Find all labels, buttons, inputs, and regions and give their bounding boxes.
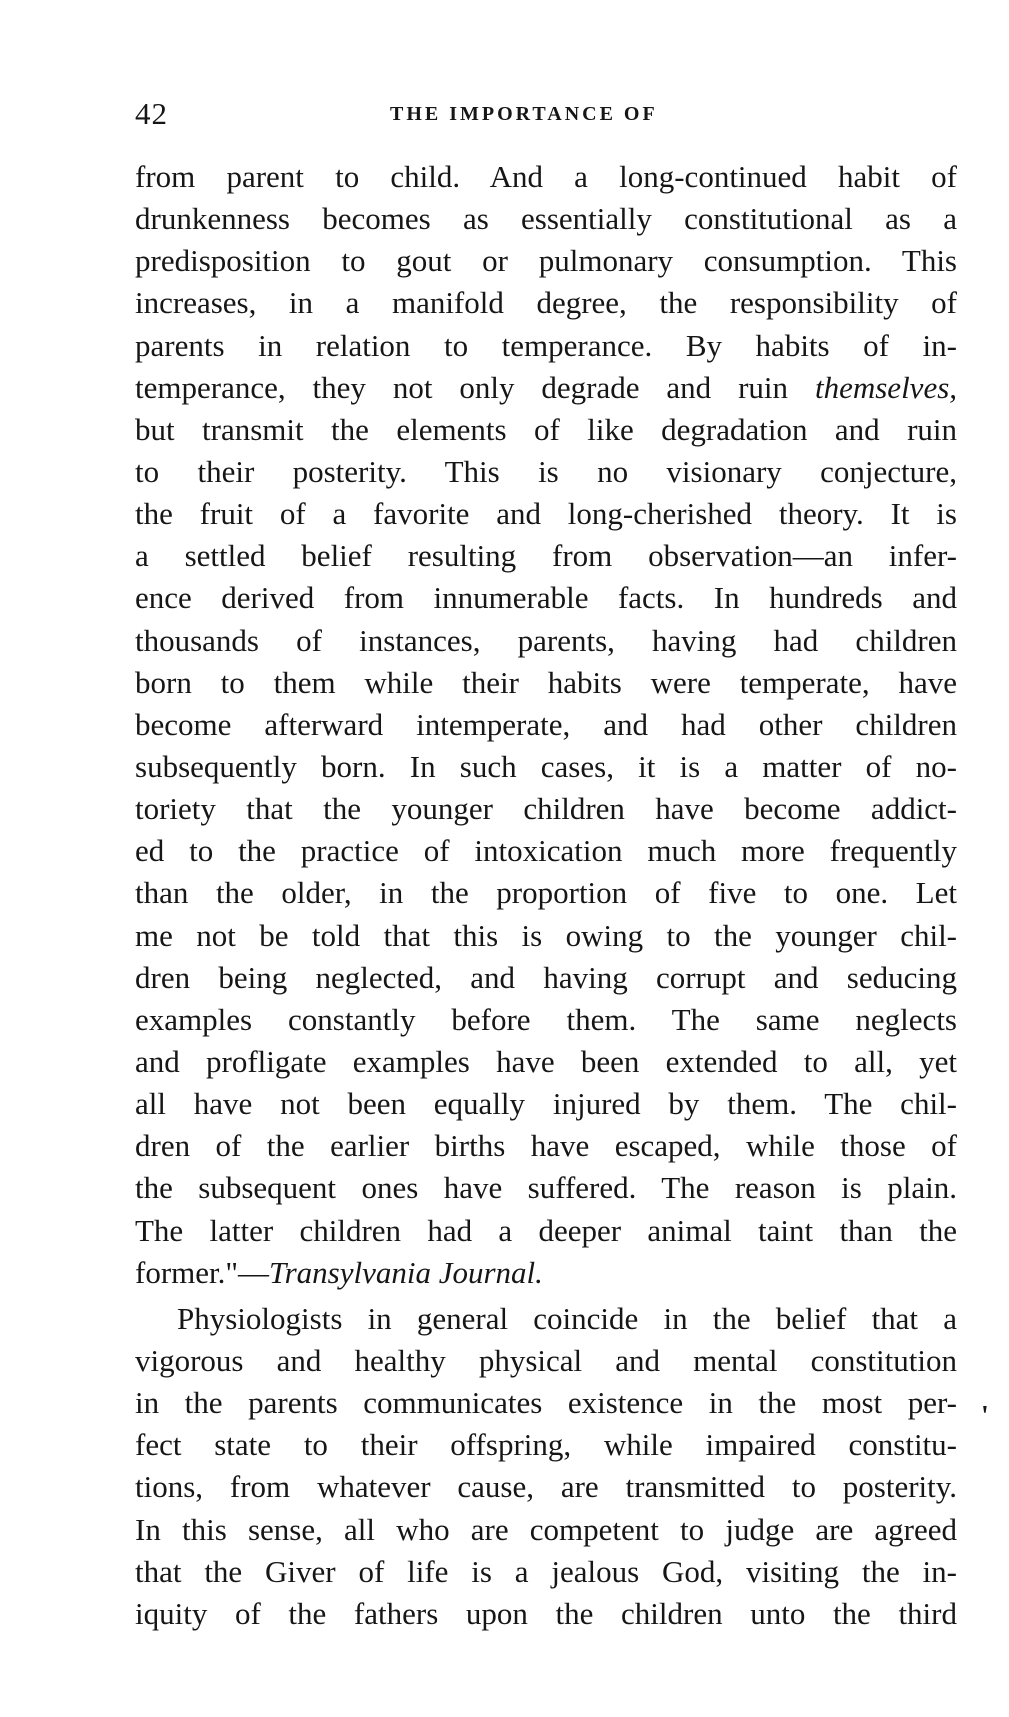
italic-word: themselves, bbox=[814, 369, 958, 405]
text-line: toriety that the younger children have become addict- bbox=[135, 791, 957, 827]
text-line: tions, from whatever cause, are transmitted to posterity. bbox=[135, 1469, 957, 1505]
text-line: Physiologists in general coincide in the belief that a bbox=[177, 1300, 957, 1336]
text-line: to their posterity. This is no visionary conjecture, bbox=[135, 453, 957, 489]
text-line: the fruit of a favorite and long-cherished theory. It is bbox=[135, 496, 957, 532]
text-line: thousands of instances, parents, having had children bbox=[135, 622, 957, 658]
text-line: but transmit the elements of like degradation and ruin bbox=[135, 411, 957, 447]
text-line bbox=[135, 1252, 957, 1294]
text-line: drunkenness becomes as essentially constitutional as a bbox=[135, 201, 957, 237]
text-segment: temperance, they not only degrade and ruin bbox=[135, 369, 789, 405]
text-line: the subsequent ones have suffered. The reason is plain. bbox=[135, 1170, 957, 1206]
page-header bbox=[135, 96, 957, 136]
source-citation: Transylvania Journal. bbox=[269, 1254, 543, 1290]
page-number: 42 bbox=[135, 96, 168, 131]
text-line: subsequently born. In such cases, it is a matter of no- bbox=[135, 748, 957, 784]
text-line: fect state to their offspring, while impaired constitu- bbox=[135, 1427, 957, 1463]
text-line: ed to the practice of intoxication much more frequently bbox=[135, 833, 957, 869]
text-line: In this sense, all who are competent to judge are agreed bbox=[135, 1511, 957, 1547]
text-line: dren being neglected, and having corrupt and seducing bbox=[135, 959, 957, 995]
text-line: vigorous and healthy physical and mental constitution bbox=[135, 1342, 957, 1378]
text-line: iquity of the fathers upon the children unto the third bbox=[135, 1595, 957, 1631]
text-line: increases, in a manifold degree, the responsibility of bbox=[135, 285, 957, 321]
text-segment: former."— bbox=[135, 1254, 270, 1290]
text-line: dren of the earlier births have escaped, while those of bbox=[135, 1128, 957, 1164]
text-line: from parent to child. And a long-continued habit of bbox=[135, 159, 957, 194]
text-line: predisposition to gout or pulmonary consumption. This bbox=[135, 243, 957, 279]
text-line: examples constantly before them. The same neglects bbox=[135, 1001, 957, 1037]
margin-mark: ' bbox=[981, 1401, 989, 1432]
text-line: that the Giver of life is a jealous God, visiting the in- bbox=[135, 1553, 957, 1589]
text-line: in the parents communicates existence in the most per- bbox=[135, 1385, 957, 1421]
text-line: become afterward intemperate, and had other children bbox=[135, 706, 957, 742]
text-line: born to them while their habits were temperate, have bbox=[135, 664, 957, 700]
running-head: THE IMPORTANCE OF bbox=[390, 103, 658, 125]
text-line: a settled belief resulting from observation—an infer- bbox=[135, 538, 957, 574]
body-text bbox=[135, 156, 957, 1635]
text-line: ence derived from innumerable facts. In hundreds and bbox=[135, 580, 957, 616]
text-line: and profligate examples have been extended to all, yet bbox=[135, 1043, 957, 1079]
text-line: all have not been equally injured by them. The chil- bbox=[135, 1086, 957, 1122]
text-line: The latter children had a deeper animal taint than the bbox=[135, 1212, 957, 1248]
text-line: parents in relation to temperance. By habits of in- bbox=[135, 327, 957, 363]
text-line: than the older, in the proportion of five to one. Let bbox=[135, 875, 957, 911]
text-line: me not be told that this is owing to the younger chil- bbox=[135, 917, 957, 953]
text-line bbox=[135, 367, 957, 409]
